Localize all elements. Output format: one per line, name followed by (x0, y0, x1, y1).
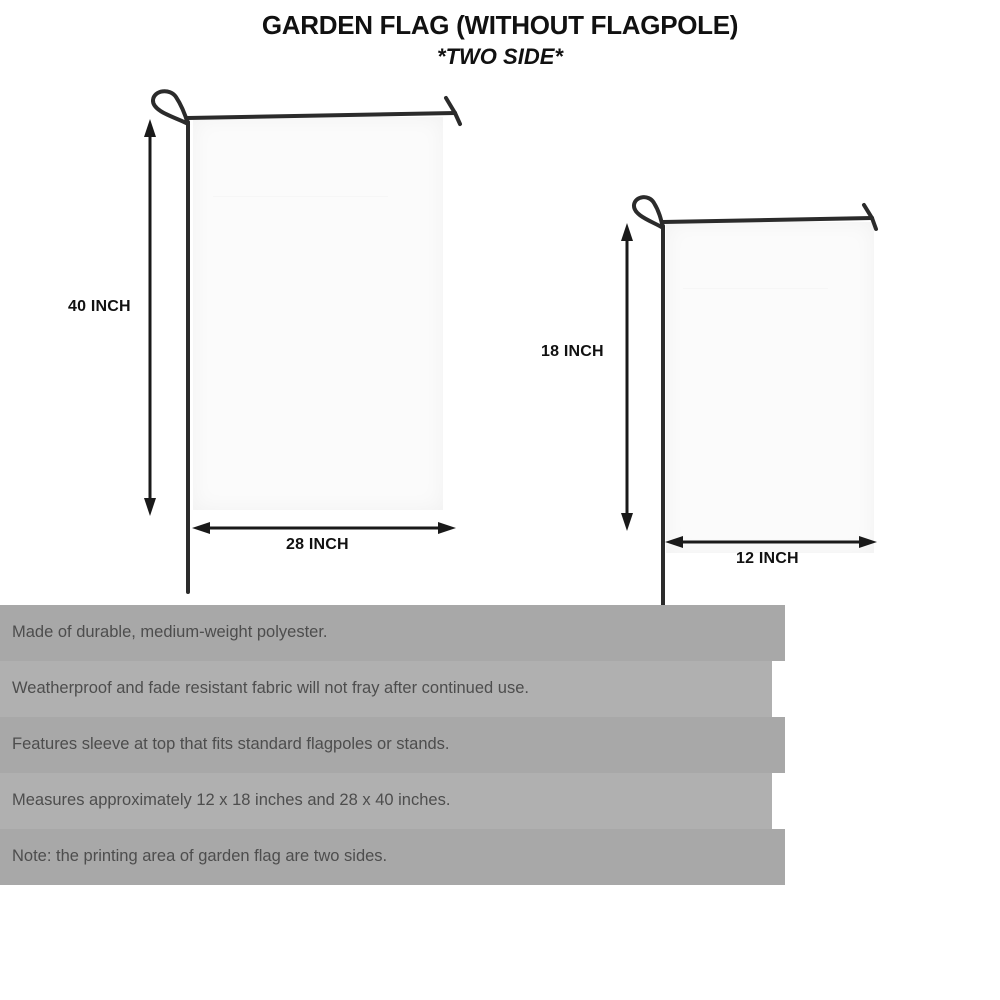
small-flag-stand (634, 197, 876, 608)
feature-text: Made of durable, medium-weight polyester. (12, 623, 328, 642)
small-flag-width-label: 12 INCH (736, 550, 799, 567)
title-primary: GARDEN FLAG (WITHOUT FLAGPOLE) (261, 10, 739, 40)
list-item (0, 773, 772, 829)
small-flag-width-arrow (665, 536, 877, 548)
feature-text: Weatherproof and fade resistant fabric will not fray after continued use. (12, 679, 529, 698)
list-item (0, 661, 772, 717)
feature-text: Features sleeve at top that fits standard flagpoles or stands. (12, 735, 450, 754)
list-item (0, 829, 785, 885)
list-item (0, 717, 785, 773)
list-item (0, 605, 785, 661)
large-flag-height-arrow (144, 119, 156, 516)
large-flag-width-label: 28 INCH (286, 536, 349, 553)
small-flag-height-label: 18 INCH (541, 343, 604, 360)
feature-list (0, 605, 1000, 885)
title-secondary: *TWO SIDE* (437, 44, 563, 69)
large-flag-width-arrow (192, 522, 456, 534)
feature-text: Measures approximately 12 x 18 inches and 28 x 40 inches. (12, 791, 451, 810)
large-flag-height-label: 40 INCH (68, 298, 131, 315)
large-flag-stand (153, 91, 460, 592)
feature-text: Note: the printing area of garden flag are two sides. (12, 847, 388, 866)
small-flag-height-arrow (621, 223, 633, 531)
